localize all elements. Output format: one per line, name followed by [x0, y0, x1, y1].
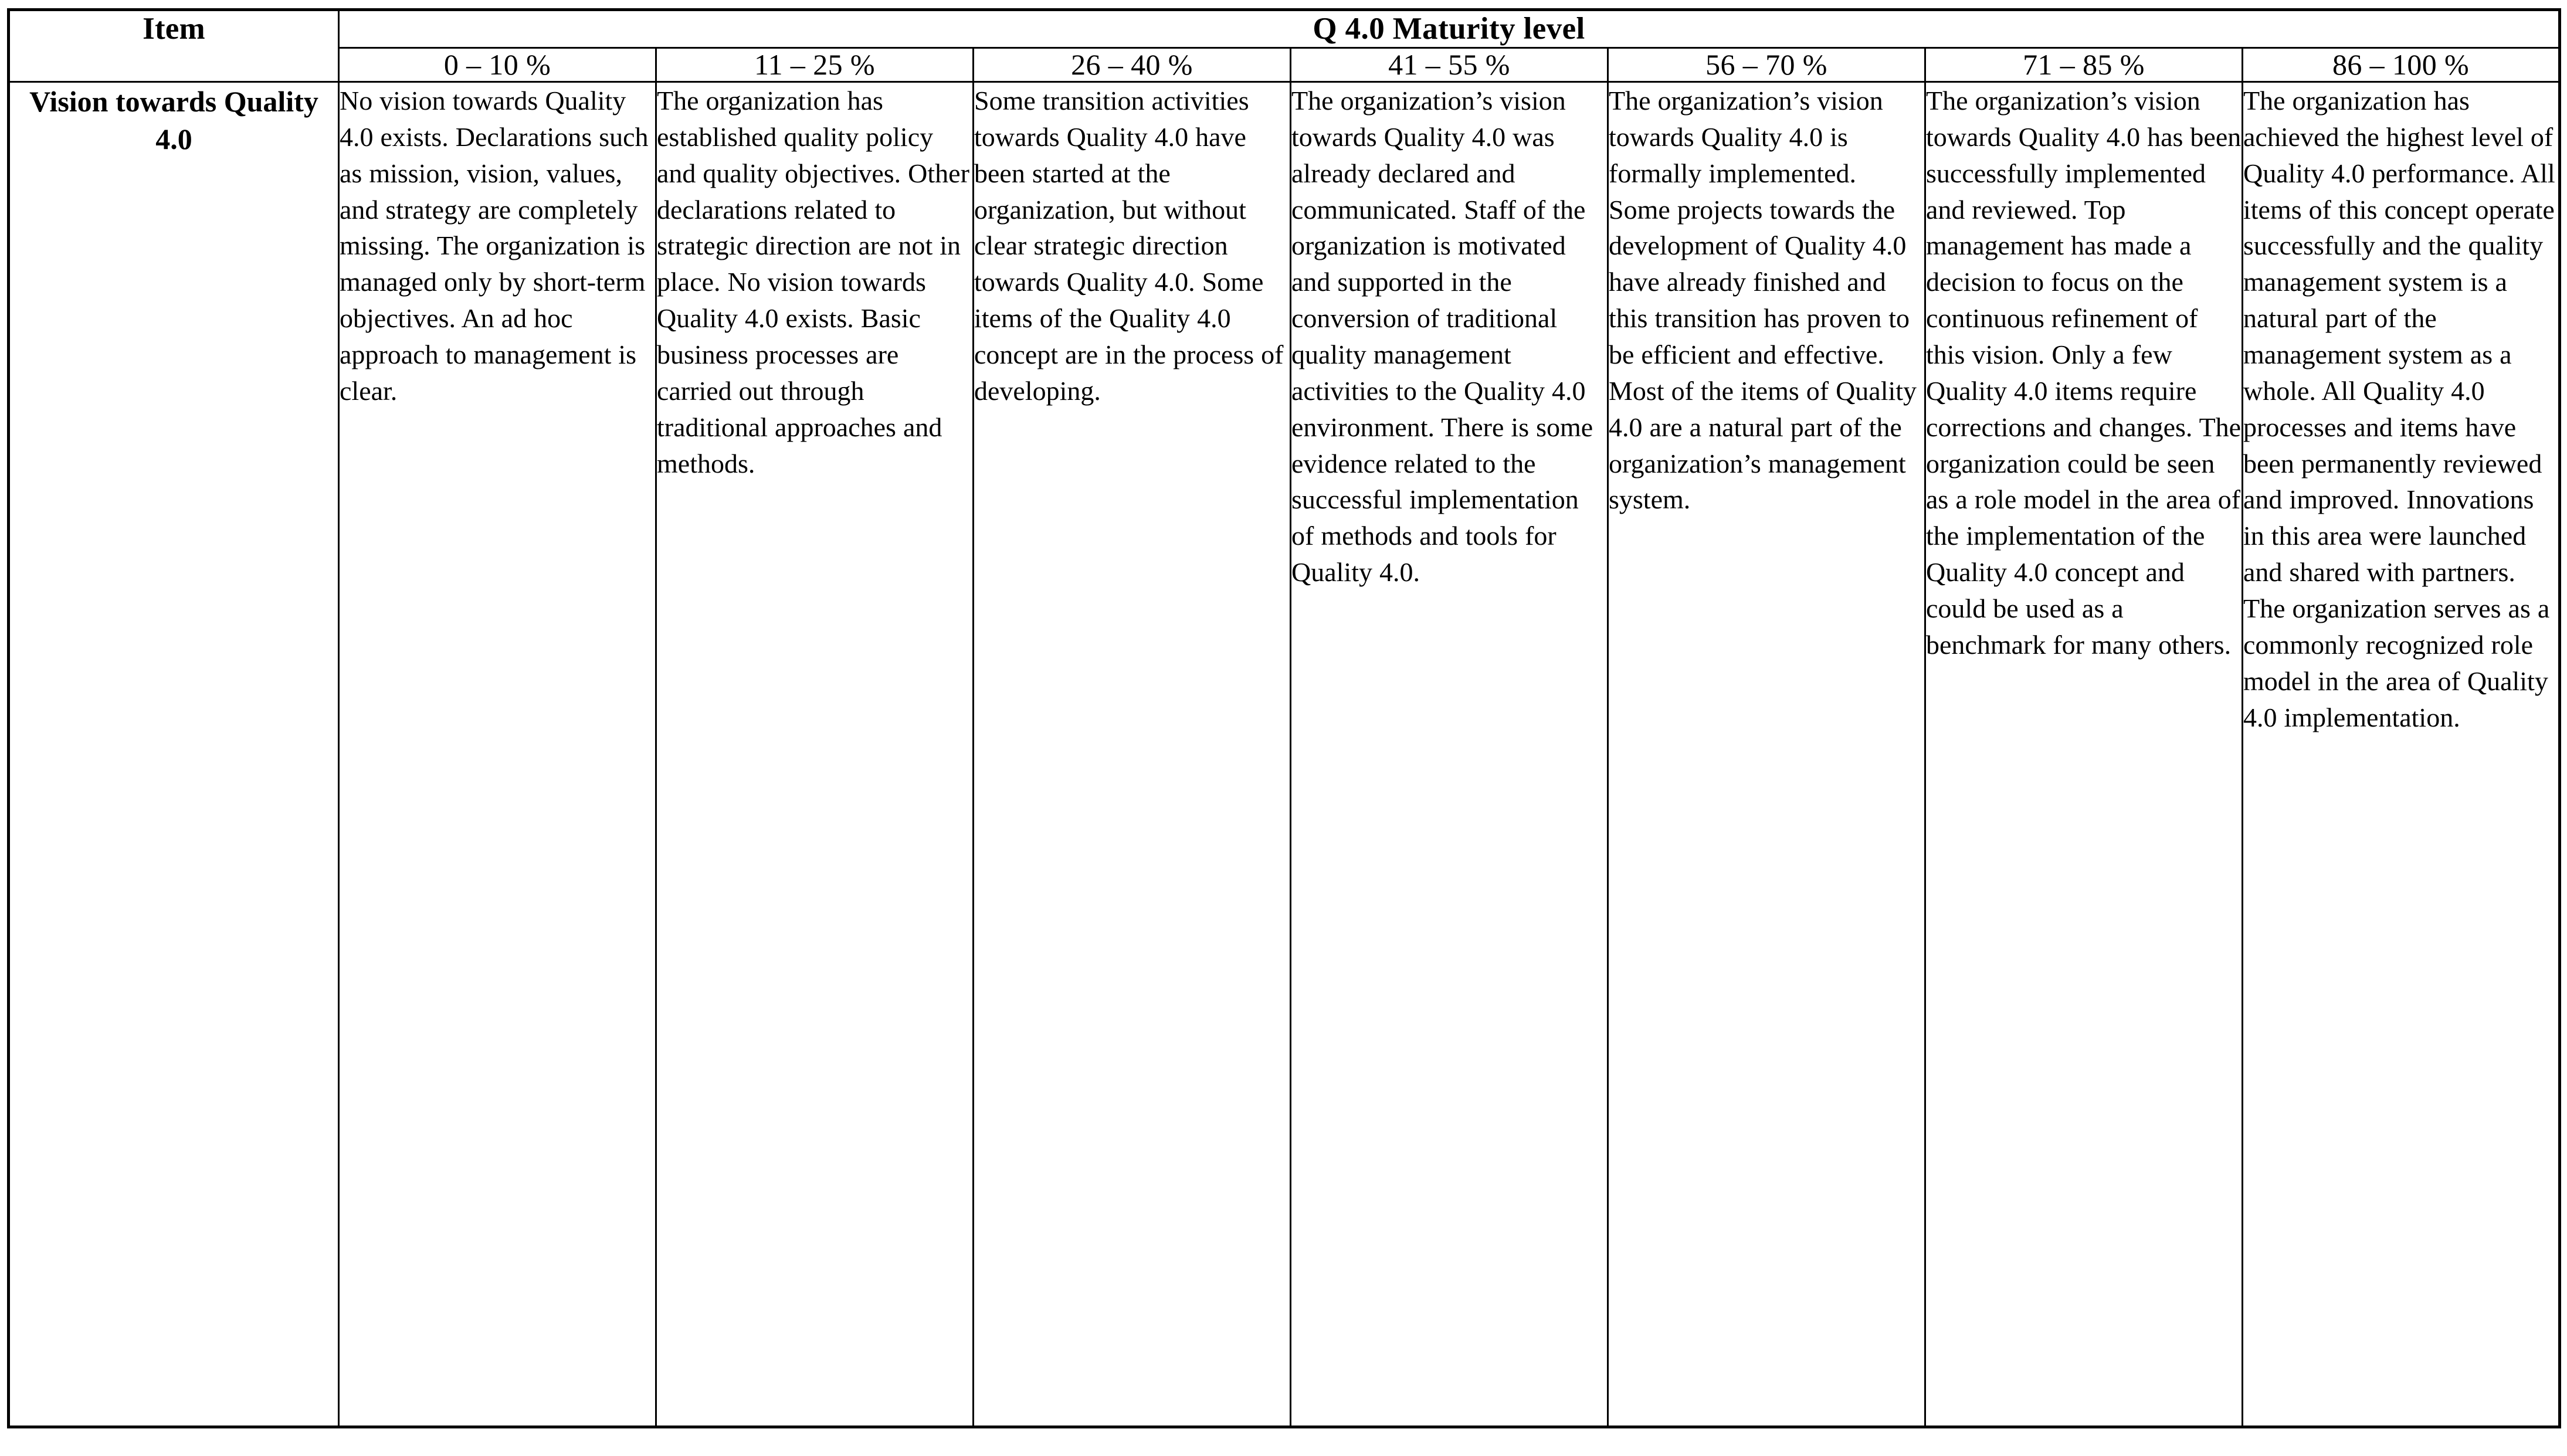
- row-label-vision-towards-quality-40: Vision towards Quality 4.0: [9, 82, 339, 1427]
- cell-vision-level-11-25: The organization has established quality policy and quality objectives. Other declarations related to strategic direction are not in place. No vision towards Quality 4.0 exists. Basic business processes are carried out through traditional approaches and methods.: [656, 82, 974, 1427]
- column-header-range-11-25: 11 – 25 %: [656, 47, 974, 82]
- column-header-range-0-10: 0 – 10 %: [339, 47, 656, 82]
- table-row: [9, 82, 2560, 1427]
- table-head: [9, 10, 2560, 82]
- column-header-range-71-85: 71 – 85 %: [1925, 47, 2243, 82]
- header-row-ranges: [9, 47, 2560, 82]
- column-header-maturity-level: Q 4.0 Maturity level: [339, 10, 2560, 48]
- column-header-item: Item: [9, 10, 339, 82]
- cell-vision-level-41-55: The organization’s vision towards Quality 4.0 was already declared and communicated. Staff of the organization is motivated and supported in the conversion of traditional quality management activities to the Quality 4.0 environment. There is some evidence related to the successful implementation of methods and tools for Quality 4.0.: [1291, 82, 1608, 1427]
- table-body: [9, 82, 2560, 1427]
- header-row-top: [9, 10, 2560, 48]
- cell-vision-level-71-85: The organization’s vision towards Quality 4.0 has been successfully implemented and reviewed. Top management has made a decision to focus on the continuous refinement of this vision. Only a few Quality 4.0 items require corrections and changes. The organization could be seen as a role model in the area of the implementation of the Quality 4.0 concept and could be used as a benchmark for many others.: [1925, 82, 2243, 1427]
- column-header-range-26-40: 26 – 40 %: [974, 47, 1291, 82]
- cell-vision-level-56-70: The organization’s vision towards Quality 4.0 is formally implemented. Some projects towards the development of Quality 4.0 have already finished and this transition has proven to be efficient and effective. Most of the items of Quality 4.0 are a natural part of the organization’s management system.: [1608, 82, 1925, 1427]
- cell-vision-level-86-100: The organization has achieved the highest level of Quality 4.0 performance. All items of this concept operate successfully and the quality management system is a natural part of the management system as a whole. All Quality 4.0 processes and items have been permanently reviewed and improved. Innovations in this area were launched and shared with partners. The organization serves as a commonly recognized role model in the area of Quality 4.0 implementation.: [2243, 82, 2560, 1427]
- cell-vision-level-0-10: No vision towards Quality 4.0 exists. Declarations such as mission, vision, values, and strategy are completely missing. The organization is managed only by short-term objectives. An ad hoc approach to management is clear.: [339, 82, 656, 1427]
- cell-vision-level-26-40: Some transition activities towards Quality 4.0 have been started at the organization, but without clear strategic direction towards Quality 4.0. Some items of the Quality 4.0 concept are in the process of developing.: [974, 82, 1291, 1427]
- column-header-range-56-70: 56 – 70 %: [1608, 47, 1925, 82]
- q40-maturity-table: [7, 8, 2561, 1428]
- column-header-range-41-55: 41 – 55 %: [1291, 47, 1608, 82]
- column-header-range-86-100: 86 – 100 %: [2243, 47, 2560, 82]
